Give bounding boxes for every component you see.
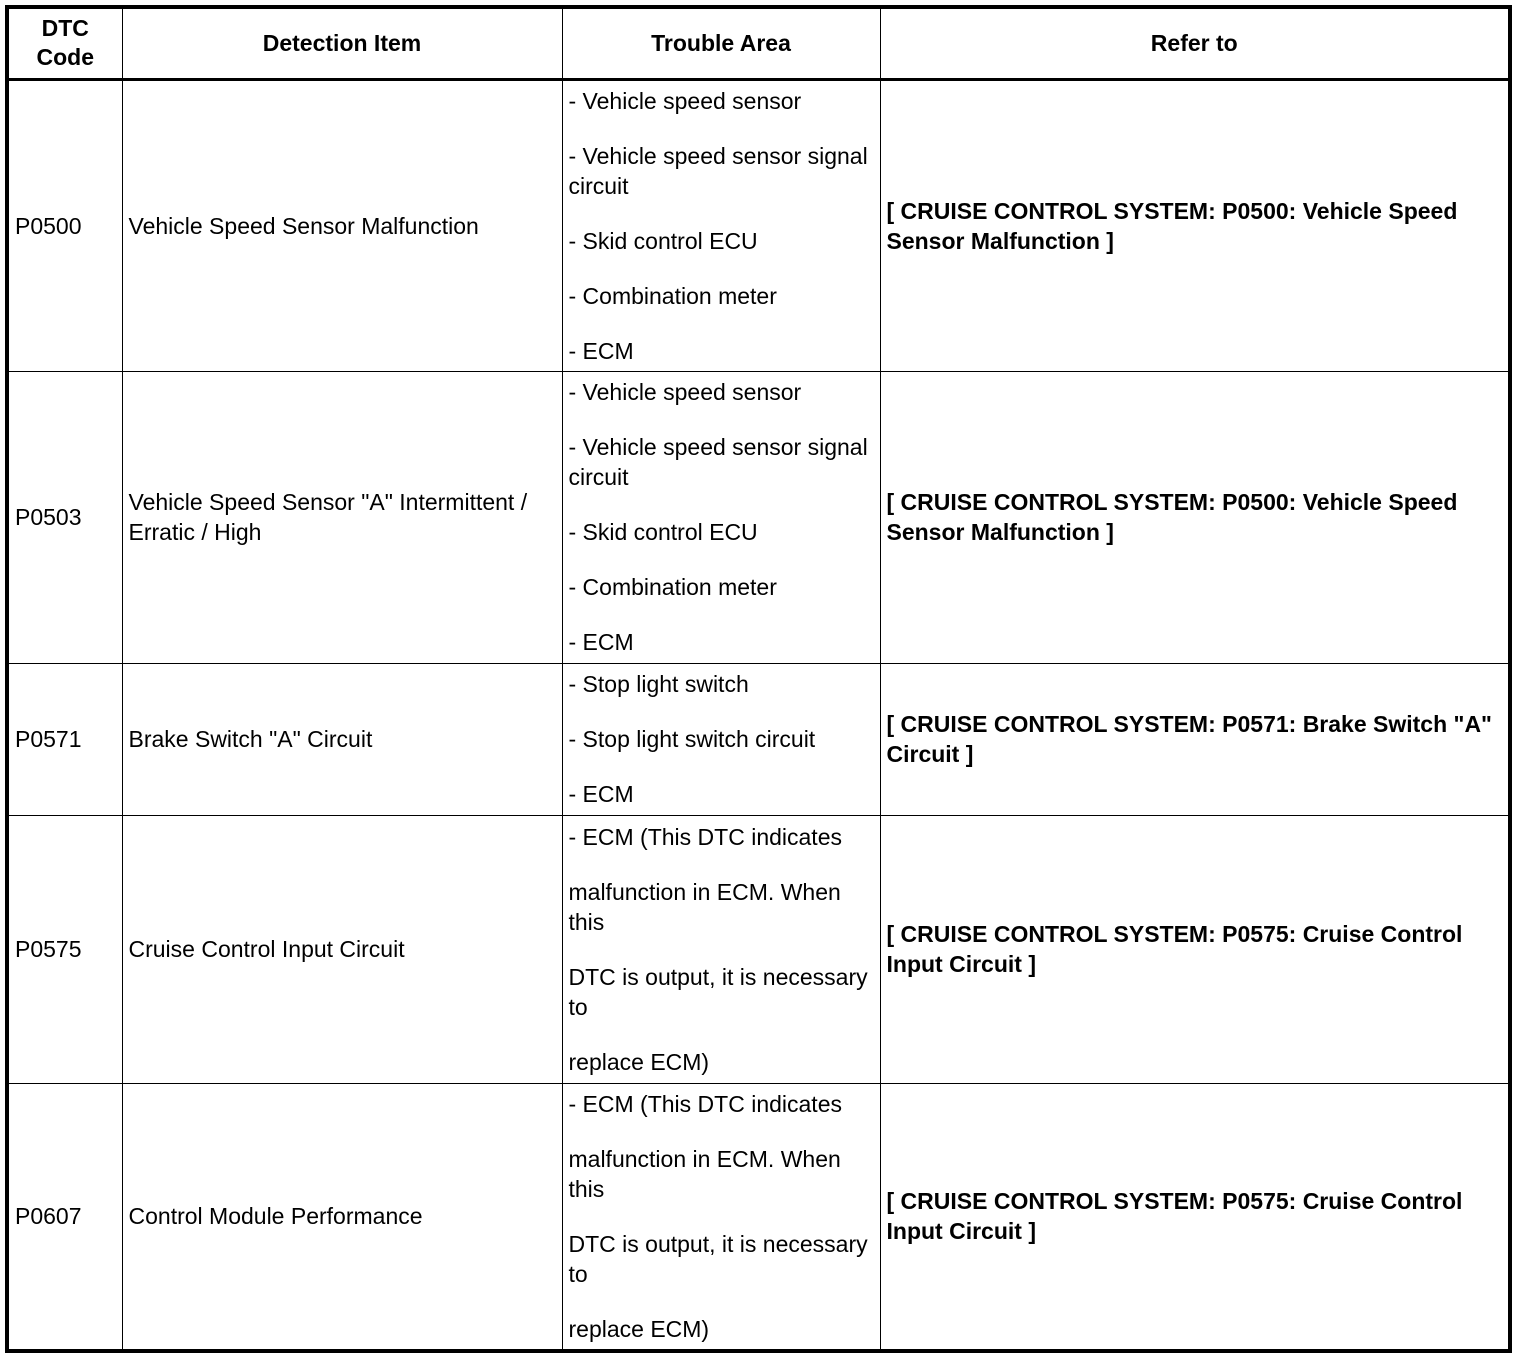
trouble-area-item: - Combination meter <box>568 282 777 309</box>
trouble-area-item: - ECM (This DTC indicates <box>568 1090 842 1117</box>
trouble-area-item: - ECM <box>568 629 634 655</box>
trouble-area-item: - Skid control ECU <box>568 227 758 254</box>
refer-to-link[interactable]: [ CRUISE CONTROL SYSTEM: P0575: Cruise Control Input Circuit ] <box>880 815 1510 1083</box>
table-row <box>7 663 1510 815</box>
header-trouble-area: Trouble Area <box>562 7 880 79</box>
refer-to-link[interactable]: [ CRUISE CONTROL SYSTEM: P0500: Vehicle Speed Sensor Malfunction ] <box>880 79 1510 371</box>
table-row <box>7 371 1510 663</box>
refer-to-link[interactable]: [ CRUISE CONTROL SYSTEM: P0500: Vehicle Speed Sensor Malfunction ] <box>880 371 1510 663</box>
trouble-area-item: - Vehicle speed sensor signal circuit <box>568 434 868 490</box>
trouble-area-item: - Vehicle speed sensor signal circuit <box>568 142 868 199</box>
detection-item-cell: Vehicle Speed Sensor Malfunction <box>122 79 562 371</box>
trouble-area-cell <box>562 371 880 663</box>
dtc-code-cell: P0607 <box>7 1083 122 1351</box>
trouble-area-cell <box>562 815 880 1083</box>
dtc-code-cell: P0500 <box>7 79 122 371</box>
trouble-area-item: replace ECM) <box>568 1315 710 1342</box>
dtc-code-cell: P0575 <box>7 815 122 1083</box>
trouble-area-item: - ECM (This DTC indicates <box>568 823 842 850</box>
trouble-area-item: - ECM <box>568 337 634 364</box>
trouble-area-item: malfunction in ECM. When this <box>568 878 841 935</box>
trouble-area-item: malfunction in ECM. When this <box>568 1145 841 1202</box>
header-refer-to: Refer to <box>880 7 1510 79</box>
trouble-area-item: - Combination meter <box>568 574 777 600</box>
trouble-area-item: - Skid control ECU <box>568 519 758 545</box>
trouble-area-item: - Stop light switch <box>568 671 749 697</box>
dtc-code-cell: P0503 <box>7 371 122 663</box>
trouble-area-item: - Stop light switch circuit <box>568 726 816 752</box>
refer-to-link[interactable]: [ CRUISE CONTROL SYSTEM: P0575: Cruise Control Input Circuit ] <box>880 1083 1510 1351</box>
detection-item-cell: Vehicle Speed Sensor "A" Intermittent / Erratic / High <box>122 371 562 663</box>
detection-item-cell: Cruise Control Input Circuit <box>122 815 562 1083</box>
detection-item-cell: Brake Switch "A" Circuit <box>122 663 562 815</box>
table-row <box>7 815 1510 1083</box>
trouble-area-item: DTC is output, it is necessary to <box>568 1230 868 1287</box>
dtc-code-cell: P0571 <box>7 663 122 815</box>
header-detection-item: Detection Item <box>122 7 562 79</box>
trouble-area-item: - Vehicle speed sensor <box>568 87 802 114</box>
header-dtc-code: DTC Code <box>7 7 122 79</box>
table-row <box>7 1083 1510 1351</box>
trouble-area-item: replace ECM) <box>568 1048 710 1075</box>
table-row <box>7 79 1510 371</box>
trouble-area-item: - ECM <box>568 781 634 807</box>
trouble-area-item: DTC is output, it is necessary to <box>568 963 868 1020</box>
trouble-area-cell <box>562 663 880 815</box>
trouble-area-cell <box>562 79 880 371</box>
trouble-area-cell <box>562 1083 880 1351</box>
trouble-area-item: - Vehicle speed sensor <box>568 379 802 405</box>
refer-to-link[interactable]: [ CRUISE CONTROL SYSTEM: P0571: Brake Switch "A" Circuit ] <box>880 663 1510 815</box>
dtc-table <box>5 5 1512 1353</box>
header-row <box>7 7 1510 79</box>
detection-item-cell: Control Module Performance <box>122 1083 562 1351</box>
